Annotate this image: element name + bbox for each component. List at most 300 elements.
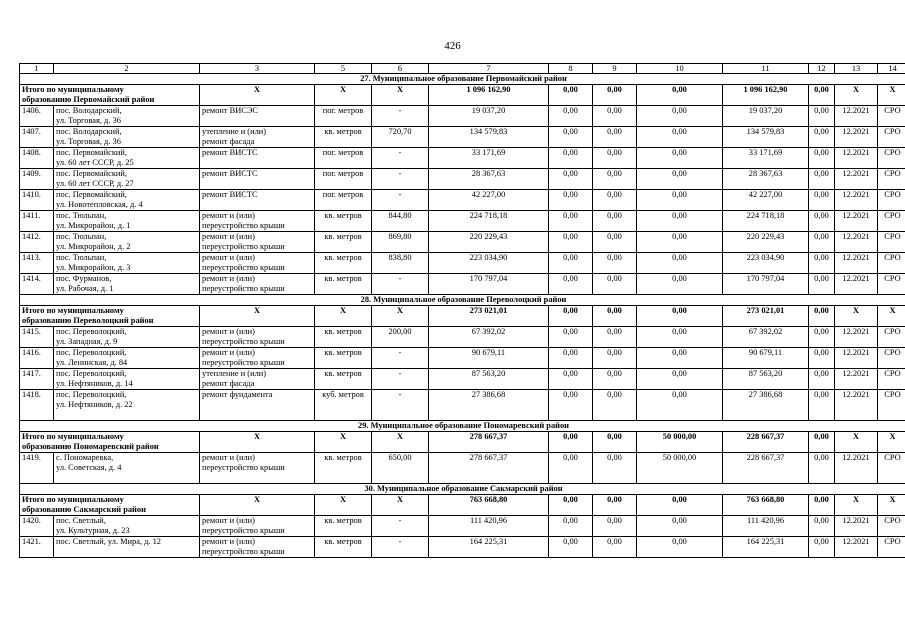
address [54,537,200,558]
quantity: - [372,516,429,537]
quantity: - [372,148,429,169]
total-label-line-1: Итого по муниципальному [22,85,124,95]
address-line-1: пос. Первомайский, [56,169,127,179]
total-unit: X [315,306,372,327]
work-type [200,190,315,211]
col-8: 0,00 [549,274,593,295]
col-10: 0,00 [637,106,723,127]
unit: куб. метров [315,390,372,421]
col-12: 0,00 [809,106,835,127]
col-11: 228 667,37 [723,453,809,484]
col-12: 0,00 [809,169,835,190]
funding-source: СРО [878,127,905,148]
total-col-8: 0,00 [549,85,593,106]
unit: кв. метров [315,274,372,295]
col-11: 27 386,68 [723,390,809,421]
total-col-8: 0,00 [549,495,593,516]
address-line-1: пос. Первомайский, [56,190,127,200]
total-col-9: 0,00 [593,306,637,327]
unit: кв. метров [315,537,372,558]
quantity: - [372,274,429,295]
total-cost: 164 225,31 [429,537,549,558]
col-9: 0,00 [593,211,637,232]
column-number-10: 10 [637,64,723,74]
column-number-5: 5 [315,64,372,74]
total-label-line-2: образованию Переволоцкий район [22,315,154,325]
row-number: 1407. [20,127,54,148]
col-10: 0,00 [637,327,723,348]
unit: кв. метров [315,232,372,253]
unit: кв. метров [315,516,372,537]
funding-source: СРО [878,369,905,390]
total-work-type: X [200,495,315,516]
address-line-1: пос. Тюльпан, [56,253,107,263]
col-9: 0,00 [593,148,637,169]
col-11: 223 034,90 [723,253,809,274]
completion-date: 12.2021 [835,453,878,484]
row-number: 1409. [20,169,54,190]
table-row [20,274,905,295]
total-cost: 134 579,83 [429,127,549,148]
work-type-line-2: переустройство крыши [202,220,285,230]
col-8: 0,00 [549,348,593,369]
col-12: 0,00 [809,327,835,348]
column-number-11: 11 [723,64,809,74]
total-unit: X [315,432,372,453]
col-8: 0,00 [549,390,593,421]
work-type-line-2: переустройство крыши [202,525,285,535]
quantity: - [372,369,429,390]
col-12: 0,00 [809,211,835,232]
table-row [20,390,905,421]
work-type-line-2: ремонт фасада [202,378,255,388]
row-number: 1413. [20,253,54,274]
total-label [20,495,200,516]
unit: кв. метров [315,211,372,232]
total-quantity: X [372,495,429,516]
col-8: 0,00 [549,148,593,169]
row-number: 1421. [20,537,54,558]
row-number: 1408. [20,148,54,169]
column-number-9: 9 [593,64,637,74]
total-cost: 19 037,20 [429,106,549,127]
total-col-11: 228 667,37 [723,432,809,453]
address [54,190,200,211]
funding-source: СРО [878,106,905,127]
table-row [20,211,905,232]
address [54,274,200,295]
col-11: 134 579,83 [723,127,809,148]
work-type-line-1: ремонт ВИСТС [202,169,258,179]
total-cost: 170 797,04 [429,274,549,295]
funding-source: СРО [878,348,905,369]
total-col-13: X [835,306,878,327]
section-title-row [20,74,905,85]
total-cost: 27 386,68 [429,390,549,421]
unit: пог. метров [315,190,372,211]
column-number-row [20,64,905,74]
funding-source: СРО [878,148,905,169]
total-unit: X [315,85,372,106]
funding-source: СРО [878,211,905,232]
col-10: 0,00 [637,390,723,421]
section-title-row [20,484,905,495]
col-11: 90 679,11 [723,348,809,369]
work-type [200,369,315,390]
unit: кв. метров [315,253,372,274]
col-8: 0,00 [549,537,593,558]
col-9: 0,00 [593,390,637,421]
section-title-row [20,421,905,432]
total-cost: 90 679,11 [429,348,549,369]
total-cost: 273 021,01 [429,306,549,327]
address-line-1: пос. Переволоцкий, [56,369,127,379]
col-8: 0,00 [549,169,593,190]
work-type [200,327,315,348]
address-line-2: ул. 60 лет СССР, д. 25 [56,157,134,167]
table-row [20,106,905,127]
row-number: 1420. [20,516,54,537]
total-col-11: 273 021,01 [723,306,809,327]
work-type-line-1: ремонт и (или) [202,253,255,263]
address-line-1: пос. Тюльпан, [56,232,107,242]
col-9: 0,00 [593,253,637,274]
work-type [200,348,315,369]
funding-source: СРО [878,253,905,274]
total-cost: 278 667,37 [429,432,549,453]
total-work-type: X [200,85,315,106]
col-10: 0,00 [637,253,723,274]
table-row [20,127,905,148]
work-type-line-1: утепление и (или) [202,369,267,379]
work-type-line-1: ремонт фундамента [202,390,273,400]
section-title-row [20,295,905,306]
section-total-row [20,432,905,453]
col-9: 0,00 [593,327,637,348]
work-type-line-1: ремонт и (или) [202,453,255,463]
total-label [20,306,200,327]
col-11: 33 171,69 [723,148,809,169]
work-type [200,253,315,274]
funding-source: СРО [878,516,905,537]
col-12: 0,00 [809,453,835,484]
address [54,327,200,348]
col-10: 0,00 [637,211,723,232]
total-col-12: 0,00 [809,306,835,327]
work-type-line-1: ремонт ВИСТС [202,148,258,158]
table-row [20,327,905,348]
column-number-3: 3 [200,64,315,74]
col-12: 0,00 [809,390,835,421]
col-8: 0,00 [549,190,593,211]
col-9: 0,00 [593,169,637,190]
row-number: 1410. [20,190,54,211]
col-9: 0,00 [593,127,637,148]
total-cost: 763 668,80 [429,495,549,516]
section-title: 29. Муниципальное образование Пономаревский район [20,421,905,432]
work-type [200,516,315,537]
total-col-13: X [835,495,878,516]
col-9: 0,00 [593,106,637,127]
address-line-1: пос. Фурманов, [56,274,112,284]
capital-repair-table [19,63,905,558]
total-col-8: 0,00 [549,432,593,453]
column-number-14: 14 [878,64,905,74]
row-number: 1412. [20,232,54,253]
work-type-line-2: переустройство крыши [202,357,285,367]
col-11: 164 225,31 [723,537,809,558]
address [54,211,200,232]
col-12: 0,00 [809,148,835,169]
col-8: 0,00 [549,369,593,390]
work-type-line-1: ремонт и (или) [202,211,255,221]
completion-date: 12.2021 [835,390,878,421]
unit: кв. метров [315,327,372,348]
col-10: 0,00 [637,232,723,253]
quantity: - [372,537,429,558]
col-9: 0,00 [593,453,637,484]
work-type-line-2: переустройство крыши [202,546,285,556]
work-type-line-2: переустройство крыши [202,336,285,346]
quantity: 838,80 [372,253,429,274]
address-line-2: ул. Новотепловская, д. 4 [56,199,143,209]
col-10: 0,00 [637,190,723,211]
total-label-line-1: Итого по муниципальному [22,432,124,442]
col-8: 0,00 [549,106,593,127]
work-type-line-1: утепление и (или) [202,127,267,137]
address [54,106,200,127]
column-number-1: 1 [20,64,54,74]
address-line-2: ул. Западная, д. 9 [56,336,118,346]
completion-date: 12.2021 [835,369,878,390]
funding-source: СРО [878,390,905,421]
address [54,232,200,253]
address-line-2: ул. Микрорайон, д. 2 [56,241,131,251]
total-col-10: 50 000,00 [637,432,723,453]
col-8: 0,00 [549,327,593,348]
col-8: 0,00 [549,211,593,232]
row-number: 1406. [20,106,54,127]
quantity: 869,80 [372,232,429,253]
section-title: 28. Муниципальное образование Переволоцкий район [20,295,905,306]
total-work-type: X [200,306,315,327]
address-line-2: ул. Нефтяников, д. 22 [56,399,133,409]
row-number: 1411. [20,211,54,232]
address-line-2: ул. Ленинская, д. 84 [56,357,128,367]
total-cost: 224 718,18 [429,211,549,232]
funding-source: СРО [878,453,905,484]
work-type [200,169,315,190]
total-col-11: 1 096 162,90 [723,85,809,106]
quantity: 650,00 [372,453,429,484]
table-row [20,232,905,253]
col-8: 0,00 [549,453,593,484]
total-cost: 223 034,90 [429,253,549,274]
unit: пог. метров [315,106,372,127]
total-col-10: 0,00 [637,495,723,516]
completion-date: 12.2021 [835,169,878,190]
total-col-14: X [878,306,905,327]
address-line-1: пос. Переволоцкий, [56,348,127,358]
col-10: 0,00 [637,369,723,390]
address [54,169,200,190]
total-cost: 278 667,37 [429,453,549,484]
work-type-line-2: переустройство крыши [202,283,285,293]
table-body [20,64,905,558]
address [54,148,200,169]
col-9: 0,00 [593,369,637,390]
col-9: 0,00 [593,537,637,558]
work-type [200,211,315,232]
completion-date: 12.2021 [835,106,878,127]
total-col-14: X [878,85,905,106]
unit: кв. метров [315,127,372,148]
section-title: 30. Муниципальное образование Сакмарский район [20,484,905,495]
work-type-line-1: ремонт и (или) [202,537,255,547]
table-row [20,369,905,390]
table-row [20,169,905,190]
completion-date: 12.2021 [835,127,878,148]
completion-date: 12.2021 [835,274,878,295]
col-10: 0,00 [637,537,723,558]
column-number-7: 7 [429,64,549,74]
col-12: 0,00 [809,253,835,274]
total-col-8: 0,00 [549,306,593,327]
completion-date: 12.2021 [835,537,878,558]
work-type-line-1: ремонт и (или) [202,274,255,284]
col-11: 224 718,18 [723,211,809,232]
row-number: 1418. [20,390,54,421]
unit: кв. метров [315,369,372,390]
address [54,516,200,537]
address-line-1: пос. Володарский, [56,106,122,116]
column-number-13: 13 [835,64,878,74]
completion-date: 12.2021 [835,211,878,232]
completion-date: 12.2021 [835,327,878,348]
completion-date: 12.2021 [835,253,878,274]
total-col-12: 0,00 [809,495,835,516]
quantity: - [372,190,429,211]
work-type-line-1: ремонт ВИСЭС [202,106,258,116]
col-9: 0,00 [593,516,637,537]
col-11: 111 420,96 [723,516,809,537]
col-11: 19 037,20 [723,106,809,127]
col-10: 0,00 [637,169,723,190]
col-10: 0,00 [637,148,723,169]
total-col-14: X [878,432,905,453]
col-8: 0,00 [549,127,593,148]
unit: пог. метров [315,169,372,190]
total-cost: 67 392,02 [429,327,549,348]
quantity: 200,00 [372,327,429,348]
quantity: 720,70 [372,127,429,148]
work-type [200,274,315,295]
total-cost: 87 563,20 [429,369,549,390]
total-col-14: X [878,495,905,516]
total-work-type: X [200,432,315,453]
total-label-line-2: образованию Сакмарский район [22,504,146,514]
address-line-1: пос. Переволоцкий, [56,327,127,337]
total-label [20,85,200,106]
total-cost: 28 367,63 [429,169,549,190]
address-line-1: пос. Тюльпан, [56,211,107,221]
address [54,127,200,148]
section-total-row [20,85,905,106]
funding-source: СРО [878,274,905,295]
unit: пог. метров [315,148,372,169]
total-cost: 42 227,00 [429,190,549,211]
col-12: 0,00 [809,348,835,369]
address-line-1: пос. Светлый, [56,516,106,526]
column-number-12: 12 [809,64,835,74]
address-line-1: пос. Володарский, [56,127,122,137]
completion-date: 12.2021 [835,232,878,253]
row-number: 1416. [20,348,54,369]
total-label-line-2: образованию Первомайский район [22,94,155,104]
total-label-line-2: образованию Пономаревский район [22,441,159,451]
funding-source: СРО [878,537,905,558]
total-quantity: X [372,85,429,106]
col-11: 67 392,02 [723,327,809,348]
address-line-2: ул. Советская, д. 4 [56,462,122,472]
col-9: 0,00 [593,190,637,211]
total-col-10: 0,00 [637,85,723,106]
work-type-line-1: ремонт ВИСТС [202,190,258,200]
row-number: 1414. [20,274,54,295]
col-10: 0,00 [637,348,723,369]
completion-date: 12.2021 [835,148,878,169]
total-col-9: 0,00 [593,495,637,516]
col-9: 0,00 [593,348,637,369]
work-type [200,148,315,169]
work-type-line-2: переустройство крыши [202,262,285,272]
funding-source: СРО [878,169,905,190]
total-col-13: X [835,432,878,453]
total-col-9: 0,00 [593,432,637,453]
col-12: 0,00 [809,274,835,295]
total-cost: 220 229,43 [429,232,549,253]
work-type [200,127,315,148]
section-total-row [20,495,905,516]
address-line-2: ул. 60 лет СССР, д. 27 [56,178,134,188]
total-col-10: 0,00 [637,306,723,327]
total-cost: 1 096 162,90 [429,85,549,106]
address [54,453,200,484]
total-cost: 111 420,96 [429,516,549,537]
quantity: - [372,106,429,127]
table-row [20,148,905,169]
col-10: 0,00 [637,274,723,295]
work-type-line-1: ремонт и (или) [202,327,255,337]
work-type-line-1: ремонт и (или) [202,348,255,358]
address-line-2: ул. Микрорайон, д. 3 [56,262,131,272]
table-row [20,516,905,537]
row-number: 1415. [20,327,54,348]
work-type-line-2: переустройство крыши [202,462,285,472]
funding-source: СРО [878,190,905,211]
total-col-9: 0,00 [593,85,637,106]
col-12: 0,00 [809,369,835,390]
row-number: 1417. [20,369,54,390]
col-12: 0,00 [809,537,835,558]
address-line-2: ул. Микрорайон, д. 1 [56,220,131,230]
address-line-1: с. Пономаревка, [56,453,114,463]
completion-date: 12.2021 [835,516,878,537]
quantity: - [372,348,429,369]
col-10: 0,00 [637,127,723,148]
funding-source: СРО [878,327,905,348]
completion-date: 12.2021 [835,190,878,211]
